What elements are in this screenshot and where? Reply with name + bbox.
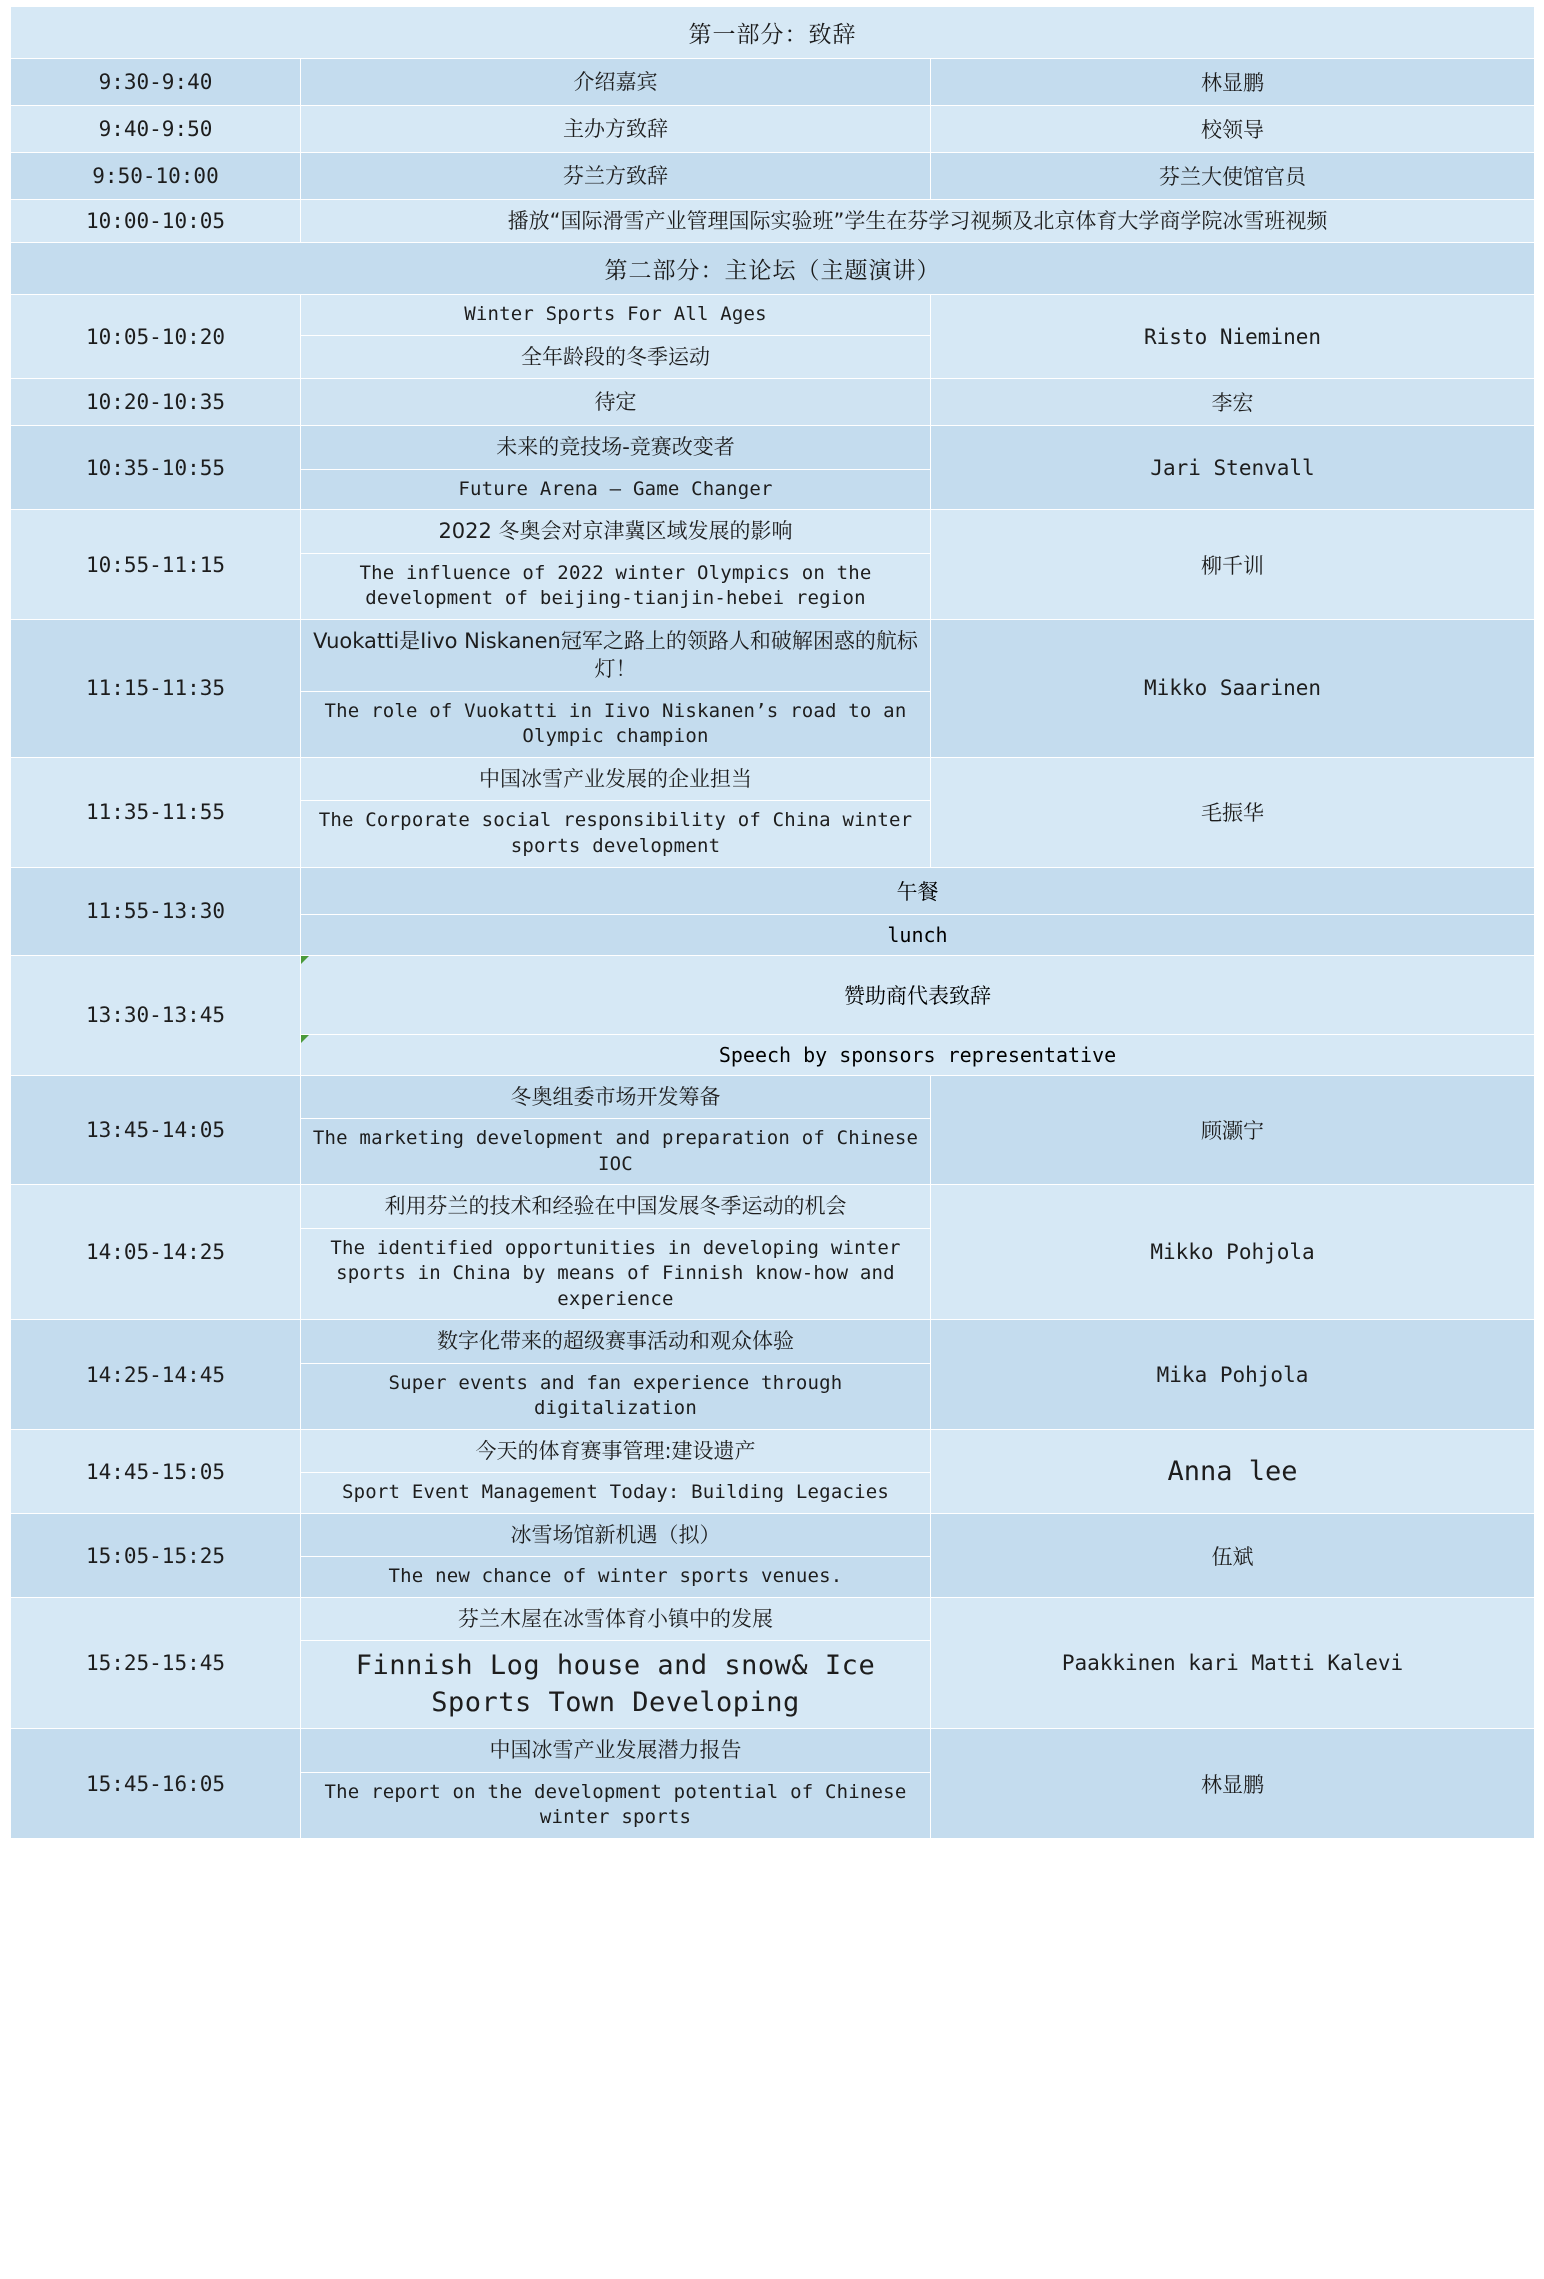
section-header-row [11,243,1535,295]
table-row [11,1514,1535,1598]
row-time: 9:40-9:50 [98,117,213,141]
row-speaker: 顾灏宁 [1201,1118,1264,1143]
row-topic-en: Sport Event Management Today: Building Legacies [341,1481,890,1504]
row-speaker: Mikko Saarinen [1144,676,1322,701]
row-topic-cn: 冬奥组委市场开发筹备 [510,1084,721,1109]
table-row [11,1075,1535,1185]
row-time: 11:35-11:55 [85,800,226,825]
row-speaker: 芬兰大使馆官员 [1159,165,1306,189]
row-topic [301,868,1534,955]
row-topic [301,1514,930,1597]
row-topic-en: Super events and fan experience through digitalization [388,1371,843,1420]
row-topic [301,1076,930,1185]
row-topic-cn: 待定 [594,390,637,415]
row-topic [301,295,930,378]
row-speaker: 李宏 [1211,391,1254,416]
row-topic-cn: 芬兰木屋在冰雪体育小镇中的发展 [458,1607,773,1632]
table-row [11,757,1535,867]
table-row [11,1729,1535,1839]
row-topic [301,1320,930,1429]
row-topic-en: The influence of 2022 winter Olympics on the development of beijing-tianjin-hebei region [359,561,872,610]
row-topic [301,1598,930,1728]
row-topic-en: Future Arena – Game Changer [458,477,773,500]
section-header-row [11,7,1535,59]
row-time: 14:05-14:25 [85,1240,226,1265]
table-row [11,1598,1535,1729]
row-topic-cn: 未来的竞技场-竞赛改变者 [496,435,735,460]
row-time: 9:50-10:00 [92,164,219,188]
row-topic-cn: 介绍嘉宾 [573,69,658,94]
row-topic-cn: 主办方致辞 [563,116,668,141]
row-topic [301,426,930,509]
row-topic-en: Speech by sponsors representative [718,1042,1117,1067]
row-topic-cn: 芬兰方致辞 [563,163,668,188]
table-row [11,1320,1535,1430]
row-topic [301,1729,930,1838]
row-topic-en: lunch [887,922,948,947]
row-topic-cn: 全年龄段的冬季运动 [521,344,710,369]
table-row [11,153,1535,200]
row-time: 11:15-11:35 [85,676,226,701]
table-row [11,200,1535,243]
row-topic [301,510,930,619]
row-speaker: Anna lee [1167,1456,1298,1488]
table-row [11,955,1535,1075]
row-topic-cn: 数字化带来的超级赛事活动和观众体验 [437,1329,794,1354]
table-row [11,1185,1535,1320]
row-topic [301,956,1534,1075]
row-topic [301,1185,930,1319]
row-topic-cn: 中国冰雪产业发展潜力报告 [489,1738,742,1763]
table-row [11,619,1535,757]
row-topic-en: The role of Vuokatti in Iivo Niskanen’s road to an Olympic champion [324,699,907,748]
row-topic [301,620,930,757]
row-speaker: 校领导 [1201,118,1264,142]
table-row [11,510,1535,620]
row-topic-cn: 2022 冬奥会对京津冀区域发展的影响 [438,519,793,544]
row-topic-cn: 午餐 [896,879,939,904]
row-topic-en: The marketing development and preparation of Chinese IOC [312,1126,919,1175]
table-row [11,379,1535,426]
table-row [11,1430,1535,1514]
row-time: 10:20-10:35 [85,390,226,415]
row-speaker: 林显鹏 [1201,71,1264,95]
row-time: 11:55-13:30 [85,899,226,924]
table-row [11,295,1535,379]
row-time: 10:00-10:05 [85,209,226,234]
table-row [11,867,1535,955]
row-topic-en: The report on the development potential of Chinese winter sports [324,1780,907,1829]
row-speaker: Mikko Pohjola [1150,1240,1315,1265]
row-time: 15:45-16:05 [85,1771,226,1796]
row-topic [301,1430,930,1513]
row-time: 10:35-10:55 [85,455,226,480]
row-topic-cn: 利用芬兰的技术和经验在中国发展冬季运动的机会 [384,1194,847,1219]
row-topic-cn: 中国冰雪产业发展的企业担当 [479,766,752,791]
row-time: 9:30-9:40 [98,70,213,94]
row-speaker: Jari Stenvall [1150,455,1315,480]
table-row [11,106,1535,153]
row-topic-cn: 赞助商代表致辞 [844,983,991,1008]
row-topic [301,758,930,867]
row-time: 14:45-15:05 [85,1459,226,1484]
agenda-table [10,6,1535,1839]
row-speaker: Paakkinen kari Matti Kalevi [1061,1651,1404,1676]
row-speaker: Risto Nieminen [1144,324,1322,349]
table-row [11,426,1535,510]
row-topic-cn: 冰雪场馆新机遇（拟） [510,1523,721,1548]
row-speaker: 毛振华 [1201,801,1264,826]
row-speaker: 林显鹏 [1201,1772,1264,1797]
row-speaker: 伍斌 [1211,1544,1254,1569]
table-row [11,59,1535,106]
row-topic-en: The new chance of winter sports venues. [388,1565,843,1588]
row-topic-en: The Corporate social responsibility of China winter sports development [318,809,913,857]
row-topic-en: Winter Sports For All Ages [464,303,767,326]
row-topic-cn: 今天的体育赛事管理:建设遗产 [475,1439,756,1464]
row-speaker: Mika Pohjola [1156,1362,1309,1387]
row-time: 10:55-11:15 [85,552,226,577]
row-time: 15:05-15:25 [85,1543,226,1568]
row-time: 10:05-10:20 [85,324,226,349]
row-time: 15:25-15:45 [85,1651,226,1676]
row-time: 13:45-14:05 [85,1117,226,1142]
section-title-part2: 第二部分：主论坛（主题演讲） [604,258,941,285]
row-speaker: 柳千训 [1201,553,1264,578]
row-topic-cn: 播放“国际滑雪产业管理国际实验班”学生在芬学习视频及北京体育大学商学院冰雪班视频 [507,209,1328,233]
section-title-part1: 第一部分：致辞 [688,22,857,48]
row-topic-cn: Vuokatti是Iivo Niskanen冠军之路上的领路人和破解困惑的航标灯！ [313,628,918,682]
row-topic-en: The identified opportunities in developing winter sports in China by means of Finnish know-how and experience [330,1236,901,1310]
row-topic-en: Finnish Log house and snow& Ice Sports Town Developing [355,1650,876,1718]
row-time: 13:30-13:45 [85,1003,226,1028]
row-time: 14:25-14:45 [85,1362,226,1387]
